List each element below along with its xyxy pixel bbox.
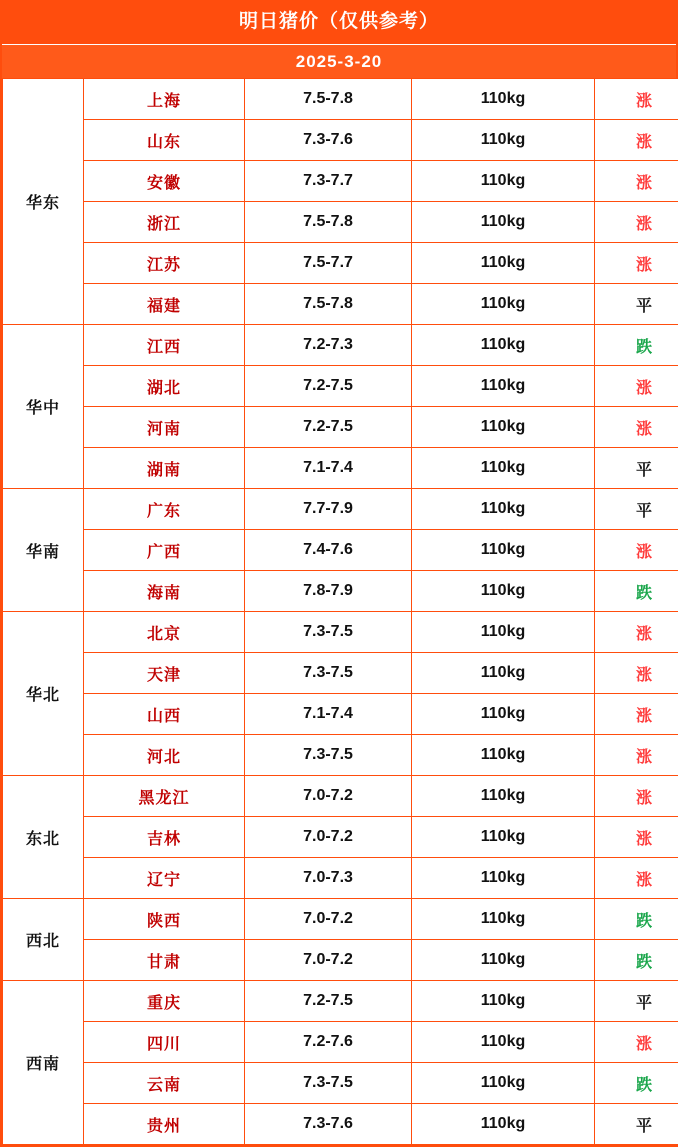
weight-cell: 110kg	[412, 1022, 595, 1063]
price-cell: 7.5-7.8	[245, 284, 412, 325]
table-row	[3, 530, 678, 571]
price-cell: 7.7-7.9	[245, 489, 412, 530]
price-cell: 7.5-7.8	[245, 79, 412, 120]
trend-cell-flat: 平	[595, 448, 678, 489]
table-row	[3, 653, 678, 694]
table-row	[3, 79, 678, 120]
weight-cell: 110kg	[412, 940, 595, 981]
province-cell: 黑龙江	[84, 776, 245, 817]
price-cell: 7.1-7.4	[245, 694, 412, 735]
trend-cell-down: 跌	[595, 1063, 678, 1104]
trend-cell-up: 涨	[595, 694, 678, 735]
province-cell: 天津	[84, 653, 245, 694]
price-cell: 7.0-7.2	[245, 776, 412, 817]
price-cell: 7.0-7.2	[245, 899, 412, 940]
table-row	[3, 161, 678, 202]
weight-cell: 110kg	[412, 284, 595, 325]
province-cell: 河北	[84, 735, 245, 776]
weight-cell: 110kg	[412, 202, 595, 243]
table-row	[3, 940, 678, 981]
province-cell: 广西	[84, 530, 245, 571]
table-row	[3, 366, 678, 407]
province-cell: 上海	[84, 79, 245, 120]
province-cell: 北京	[84, 612, 245, 653]
weight-cell: 110kg	[412, 161, 595, 202]
table-row	[3, 571, 678, 612]
province-cell: 海南	[84, 571, 245, 612]
province-cell: 重庆	[84, 981, 245, 1022]
table-row	[3, 858, 678, 899]
trend-cell-up: 涨	[595, 202, 678, 243]
table-row	[3, 284, 678, 325]
province-cell: 浙江	[84, 202, 245, 243]
weight-cell: 110kg	[412, 776, 595, 817]
price-cell: 7.3-7.5	[245, 1063, 412, 1104]
price-cell: 7.3-7.7	[245, 161, 412, 202]
trend-cell-up: 涨	[595, 858, 678, 899]
price-table	[2, 78, 678, 1145]
province-cell: 湖南	[84, 448, 245, 489]
province-cell: 云南	[84, 1063, 245, 1104]
table-row	[3, 735, 678, 776]
province-cell: 四川	[84, 1022, 245, 1063]
price-cell: 7.3-7.6	[245, 120, 412, 161]
table-row	[3, 612, 678, 653]
price-cell: 7.2-7.6	[245, 1022, 412, 1063]
weight-cell: 110kg	[412, 694, 595, 735]
table-row	[3, 1104, 678, 1145]
weight-cell: 110kg	[412, 79, 595, 120]
price-cell: 7.2-7.3	[245, 325, 412, 366]
trend-cell-flat: 平	[595, 489, 678, 530]
price-cell: 7.0-7.3	[245, 858, 412, 899]
weight-cell: 110kg	[412, 571, 595, 612]
table-row	[3, 325, 678, 366]
region-cell: 西南	[3, 981, 84, 1145]
trend-cell-down: 跌	[595, 899, 678, 940]
weight-cell: 110kg	[412, 120, 595, 161]
price-cell: 7.0-7.2	[245, 817, 412, 858]
weight-cell: 110kg	[412, 243, 595, 284]
table-row	[3, 776, 678, 817]
weight-cell: 110kg	[412, 1063, 595, 1104]
weight-cell: 110kg	[412, 981, 595, 1022]
trend-cell-down: 跌	[595, 325, 678, 366]
table-row	[3, 694, 678, 735]
province-cell: 江西	[84, 325, 245, 366]
province-cell: 陕西	[84, 899, 245, 940]
region-cell: 华北	[3, 612, 84, 776]
province-cell: 江苏	[84, 243, 245, 284]
province-cell: 辽宁	[84, 858, 245, 899]
province-cell: 河南	[84, 407, 245, 448]
price-cell: 7.5-7.7	[245, 243, 412, 284]
region-cell: 东北	[3, 776, 84, 899]
region-cell: 西北	[3, 899, 84, 981]
trend-cell-up: 涨	[595, 366, 678, 407]
weight-cell: 110kg	[412, 858, 595, 899]
trend-cell-up: 涨	[595, 161, 678, 202]
province-cell: 山东	[84, 120, 245, 161]
trend-cell-up: 涨	[595, 776, 678, 817]
price-cell: 7.3-7.6	[245, 1104, 412, 1145]
price-cell: 7.3-7.5	[245, 653, 412, 694]
table-row	[3, 1022, 678, 1063]
table-row	[3, 120, 678, 161]
price-cell: 7.0-7.2	[245, 940, 412, 981]
trend-cell-up: 涨	[595, 79, 678, 120]
page-title: 明日猪价（仅供参考）	[2, 0, 676, 45]
trend-cell-up: 涨	[595, 1022, 678, 1063]
table-row	[3, 899, 678, 940]
weight-cell: 110kg	[412, 325, 595, 366]
table-row	[3, 448, 678, 489]
table-row	[3, 981, 678, 1022]
weight-cell: 110kg	[412, 1104, 595, 1145]
weight-cell: 110kg	[412, 448, 595, 489]
weight-cell: 110kg	[412, 530, 595, 571]
trend-cell-down: 跌	[595, 940, 678, 981]
weight-cell: 110kg	[412, 653, 595, 694]
price-table-body	[3, 79, 678, 1145]
price-cell: 7.2-7.5	[245, 981, 412, 1022]
date-row: 2025-3-20	[2, 45, 676, 78]
trend-cell-up: 涨	[595, 530, 678, 571]
trend-cell-down: 跌	[595, 571, 678, 612]
table-row	[3, 1063, 678, 1104]
province-cell: 福建	[84, 284, 245, 325]
price-cell: 7.1-7.4	[245, 448, 412, 489]
province-cell: 贵州	[84, 1104, 245, 1145]
trend-cell-flat: 平	[595, 284, 678, 325]
trend-cell-up: 涨	[595, 735, 678, 776]
weight-cell: 110kg	[412, 407, 595, 448]
table-row	[3, 817, 678, 858]
province-cell: 甘肃	[84, 940, 245, 981]
trend-cell-flat: 平	[595, 1104, 678, 1145]
table-row	[3, 407, 678, 448]
weight-cell: 110kg	[412, 489, 595, 530]
weight-cell: 110kg	[412, 899, 595, 940]
trend-cell-up: 涨	[595, 243, 678, 284]
price-cell: 7.3-7.5	[245, 612, 412, 653]
region-cell: 华东	[3, 79, 84, 325]
price-cell: 7.2-7.5	[245, 366, 412, 407]
weight-cell: 110kg	[412, 735, 595, 776]
weight-cell: 110kg	[412, 817, 595, 858]
price-cell: 7.3-7.5	[245, 735, 412, 776]
region-cell: 华中	[3, 325, 84, 489]
trend-cell-up: 涨	[595, 817, 678, 858]
price-cell: 7.8-7.9	[245, 571, 412, 612]
region-cell: 华南	[3, 489, 84, 612]
weight-cell: 110kg	[412, 612, 595, 653]
weight-cell: 110kg	[412, 366, 595, 407]
province-cell: 山西	[84, 694, 245, 735]
table-row	[3, 489, 678, 530]
trend-cell-up: 涨	[595, 653, 678, 694]
table-row	[3, 243, 678, 284]
trend-cell-flat: 平	[595, 981, 678, 1022]
province-cell: 安徽	[84, 161, 245, 202]
table-row	[3, 202, 678, 243]
price-cell: 7.5-7.8	[245, 202, 412, 243]
province-cell: 广东	[84, 489, 245, 530]
trend-cell-up: 涨	[595, 407, 678, 448]
province-cell: 湖北	[84, 366, 245, 407]
trend-cell-up: 涨	[595, 612, 678, 653]
province-cell: 吉林	[84, 817, 245, 858]
price-cell: 7.4-7.6	[245, 530, 412, 571]
trend-cell-up: 涨	[595, 120, 678, 161]
price-cell: 7.2-7.5	[245, 407, 412, 448]
